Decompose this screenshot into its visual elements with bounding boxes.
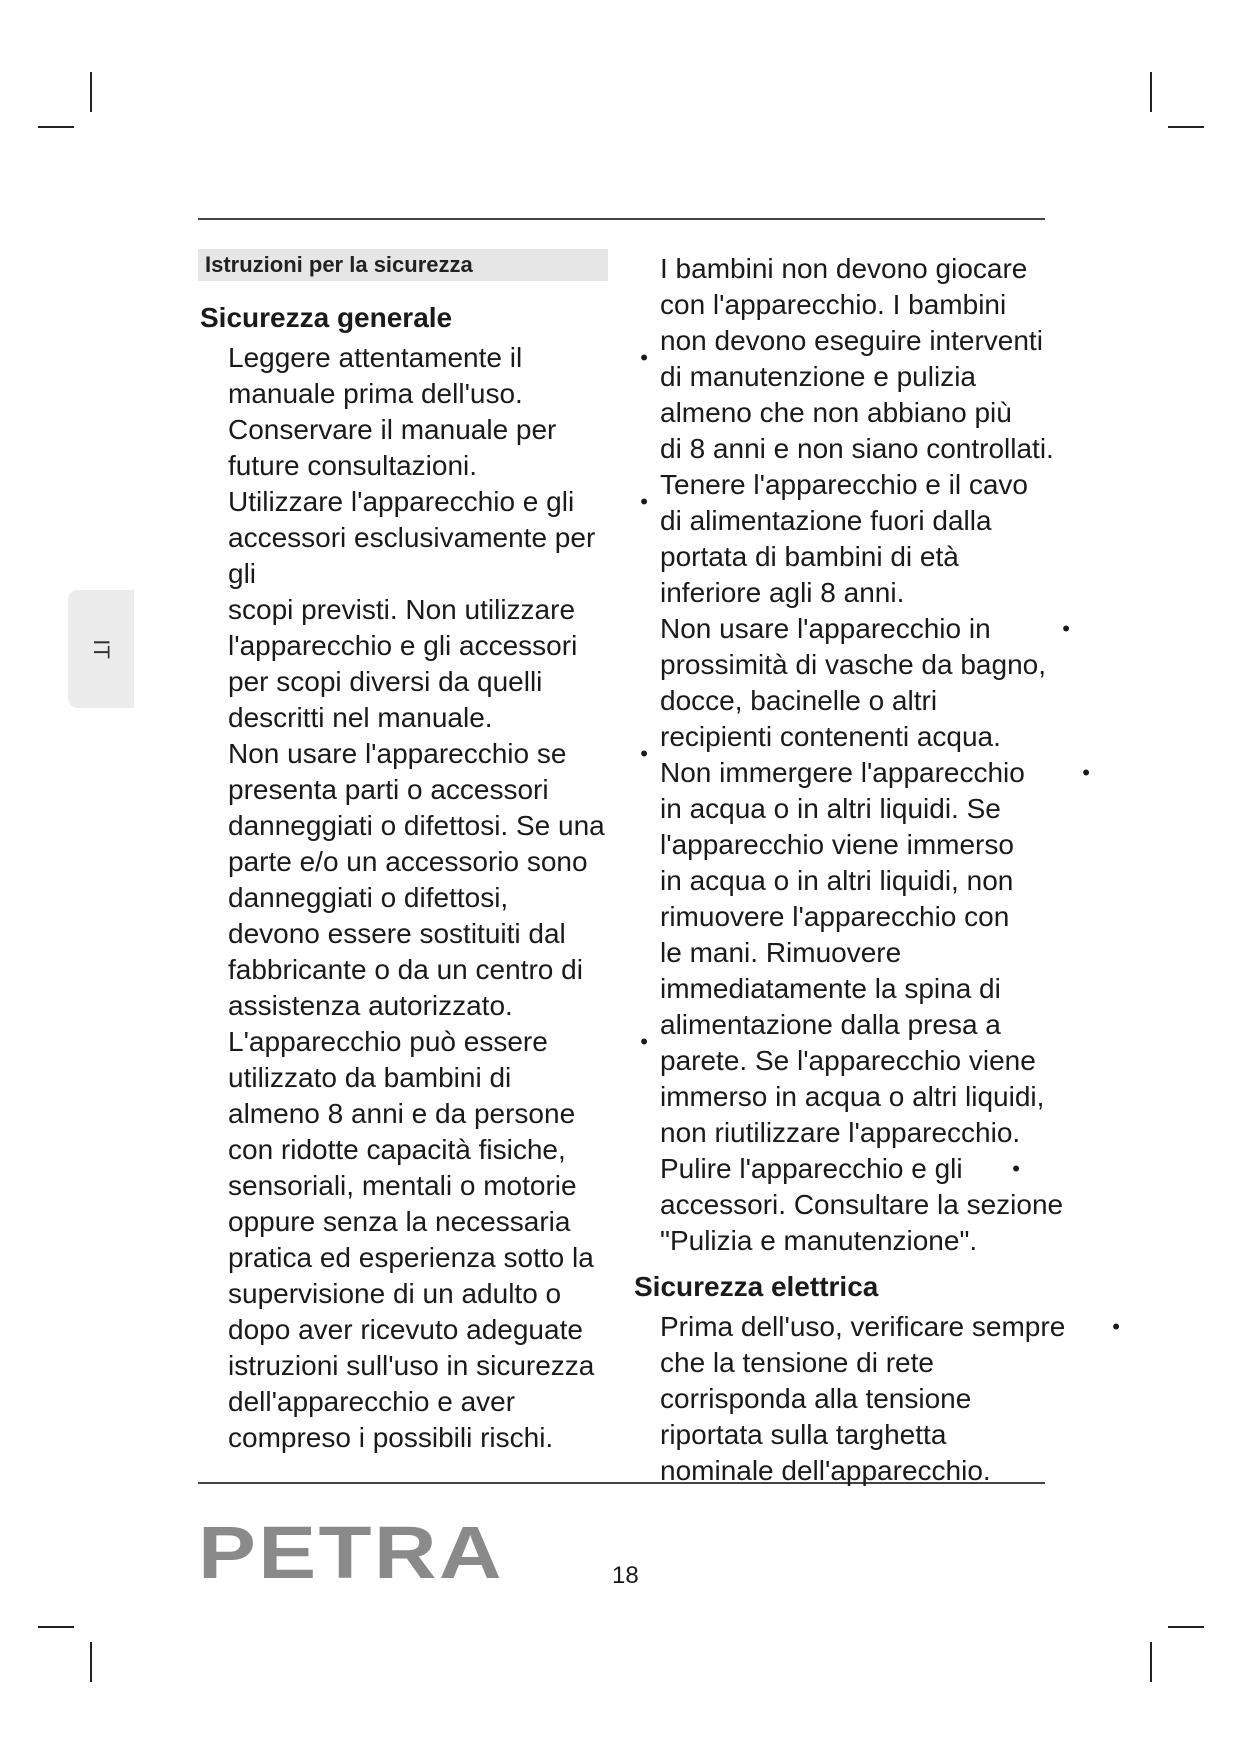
language-tab-label: IT (89, 639, 114, 659)
page-number: 18 (612, 1562, 639, 1589)
crop-mark (1150, 72, 1152, 112)
top-rule (198, 218, 1045, 220)
crop-mark (1150, 1642, 1152, 1682)
section-title: Istruzioni per la sicurezza (198, 249, 608, 281)
list-item (640, 1151, 1120, 1259)
list-item-text: Leggere attentamente il manuale prima dell'uso. Conservare il manuale per future consultazioni. (228, 342, 557, 481)
list-item (200, 736, 648, 1024)
crop-mark (1168, 1626, 1204, 1628)
list-item-text: Pulire l'apparecchio e gli accessori. Consultare la sezione "Pulizia e manutenzione". (660, 1153, 1064, 1256)
bullet-icon: • (1012, 1156, 1020, 1181)
continuation-text: I bambini non devono giocare con l'apparecchio. I bambini non devono eseguire interventi di manutenzione e pulizia almeno che non abbiano più di 8 anni e non siano controllati. Tenere l'apparecchio e il cavo di alimentazione fuori dalla portata di bambini di età inferiore agli 8 anni. (660, 253, 1054, 608)
list-item (200, 1024, 648, 1456)
bullet-icon: • (1112, 1314, 1120, 1339)
bullet-icon: • (1082, 760, 1090, 785)
list-item (640, 755, 1120, 1151)
list-item (200, 484, 648, 736)
crop-mark (38, 1626, 74, 1628)
petra-logo (198, 1520, 508, 1584)
right-column (634, 251, 1120, 1489)
list-item-text: Non usare l'apparecchio se presenta parti o accessori danneggiati o difettosi. Se una parte e/o un accessorio sono danneggiati o difettosi, devono essere sostituiti dal fabbricante o da un centro di assistenza autorizzato. (228, 738, 605, 1021)
list-item (200, 340, 648, 484)
list-item-text: Non immergere l'apparecchio in acqua o in altri liquidi. Se l'apparecchio viene immerso in acqua o in altri liquidi, non rimuovere l'apparecchio con le mani. Rimuovere immediatamente la spina di alimentazione dalla presa a parete. Se l'apparecchio viene immerso in acqua o altri liquidi, non riutilizzare l'apparecchio. (660, 757, 1045, 1148)
crop-mark (90, 1642, 92, 1682)
crop-mark (1168, 126, 1204, 128)
list-item-text: Prima dell'uso, verificare sempre che la tensione di rete corrisponda alla tensione riportata sulla targhetta nominale dell'apparecchio. (660, 1311, 1066, 1486)
list-item-text: Non usare l'apparecchio in prossimità di vasche da bagno, docce, bacinelle o altri recipienti contenenti acqua. (660, 613, 1046, 752)
bullet-icon: • (640, 345, 648, 370)
crop-mark (90, 72, 92, 112)
petra-logo-text: PETRA (198, 1520, 504, 1584)
bullet-icon: • (640, 1029, 648, 1054)
list-item (640, 1309, 1120, 1489)
bullet-icon: • (640, 741, 648, 766)
left-column (200, 300, 648, 1456)
general-safety-heading: Sicurezza generale (200, 302, 453, 333)
bullet-icon: • (640, 489, 648, 514)
electrical-safety-heading: Sicurezza elettrica (634, 1271, 879, 1302)
list-item-text: Utilizzare l'apparecchio e gli accessori esclusivamente per gli scopi previsti. Non utilizzare l'apparecchio e gli accessori per scopi diversi da quelli descritti nel manuale. (228, 486, 596, 733)
crop-mark (38, 126, 74, 128)
list-item-text: L'apparecchio può essere utilizzato da bambini di almeno 8 anni e da persone con ridotte capacità fisiche, sensoriali, mentali o motorie oppure senza la necessaria pratica ed esperienza sotto la supervisione di un adulto o dopo aver ricevuto adeguate istruzioni sull'uso in sicurezza dell'apparecchio e aver compreso i possibili rischi. (228, 1026, 595, 1453)
bullet-icon: • (1062, 616, 1070, 641)
list-item (640, 611, 1120, 755)
